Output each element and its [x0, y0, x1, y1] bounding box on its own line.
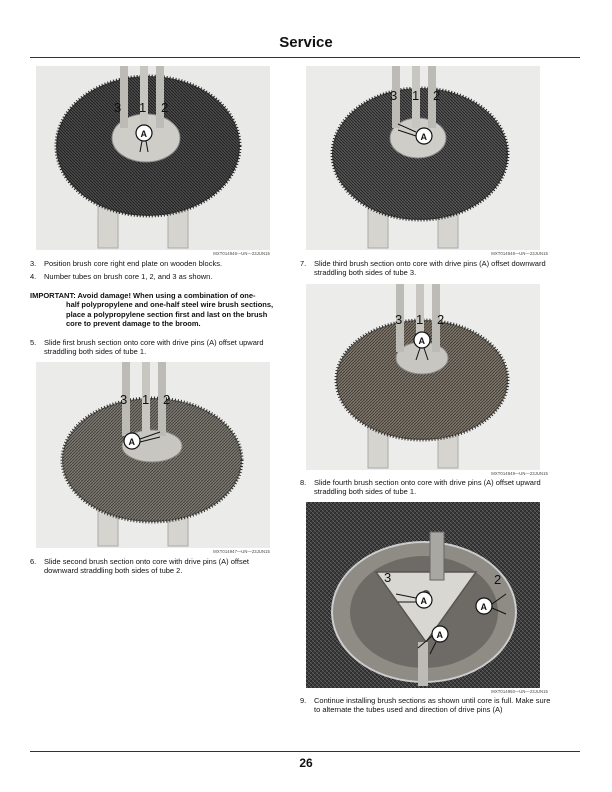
tube-label-3: 3 [395, 312, 403, 327]
step-9-text: Continue installing brush sections as shown until core is full. Make sure to alternate the tubes used and direction of drive pins (A) [314, 696, 551, 715]
step-7-number: 7. [300, 259, 307, 268]
tube-label-1: 1 [142, 392, 150, 407]
tube-label-2: 2 [163, 392, 171, 407]
figure-1-id: MXT014946—UN—23JUN15 [213, 251, 270, 256]
brush-core-figure-2 [36, 362, 270, 548]
callout-a-label: A [418, 336, 425, 346]
brush-core-figure-3 [306, 66, 540, 250]
tube-label-3: 3 [390, 88, 398, 103]
brush-core-figure-5 [306, 502, 540, 688]
figure-3-id: MXT014948—UN—23JUN15 [491, 251, 548, 256]
tube-label-1: 1 [416, 312, 424, 327]
important-rest: half polypropylene and one-half steel wire brush sections, place a polypropylene section first and last on the brush core to prevent damage to the broom. [66, 300, 274, 328]
tube-label-2: 2 [161, 100, 169, 115]
figure-5-id: MXT014950—UN—23JUN15 [491, 689, 548, 694]
step-9-number: 9. [300, 696, 307, 705]
step-6-text: Slide second brush section onto core with drive pins (A) offset downward straddling both sides of tube 2. [44, 557, 249, 576]
footer-rule [30, 751, 580, 752]
tube-label-1: 1 [412, 88, 420, 103]
tube-label-3: 3 [384, 570, 392, 585]
callout-a-label-3: A [436, 630, 443, 640]
step-4-text: Number tubes on brush core 1, 2, and 3 as shown. [44, 272, 213, 281]
callout-a-label: A [128, 437, 135, 447]
callout-a-label-2: A [480, 602, 487, 612]
brush-core-figure-4 [306, 284, 540, 470]
tube-label-2: 2 [494, 572, 502, 587]
important-lead: IMPORTANT: Avoid damage! When using a combination of one- [30, 291, 256, 300]
tube-label-2: 2 [433, 88, 441, 103]
tube-label-1: 1 [139, 100, 147, 115]
figure-4-id: MXT014949—UN—23JUN15 [491, 471, 548, 476]
step-8-number: 8. [300, 478, 307, 487]
step-5-text: Slide first brush section onto core with drive pins (A) offset upward straddling both sides of tube 1. [44, 338, 264, 357]
callout-a-label-1: A [420, 596, 427, 606]
header-rule [30, 57, 580, 58]
callout-a-label: A [420, 132, 427, 142]
step-3-text: Position brush core right end plate on wooden blocks. [44, 259, 223, 268]
figure-2-id: MXT014947—UN—23JUN15 [213, 549, 270, 554]
step-3-number: 3. [30, 259, 37, 268]
step-8-text: Slide fourth brush section onto core with drive pins (A) offset upward straddling both sides of tube 1. [314, 478, 541, 497]
tube-label-3: 3 [120, 392, 128, 407]
step-6-number: 6. [30, 557, 37, 566]
step-5-number: 5. [30, 338, 37, 347]
step-7-text: Slide third brush section onto core with drive pins (A) offset downward straddling both sides of tube 3. [314, 259, 546, 278]
tube-label-3: 3 [114, 100, 122, 115]
important-notice [30, 291, 282, 328]
page-number: 26 [299, 756, 313, 770]
page-title: Service [279, 34, 333, 51]
tube-label-2: 2 [437, 312, 445, 327]
step-4-number: 4. [30, 272, 37, 281]
callout-a-label: A [140, 129, 147, 139]
brush-core-figure-1 [36, 66, 270, 250]
